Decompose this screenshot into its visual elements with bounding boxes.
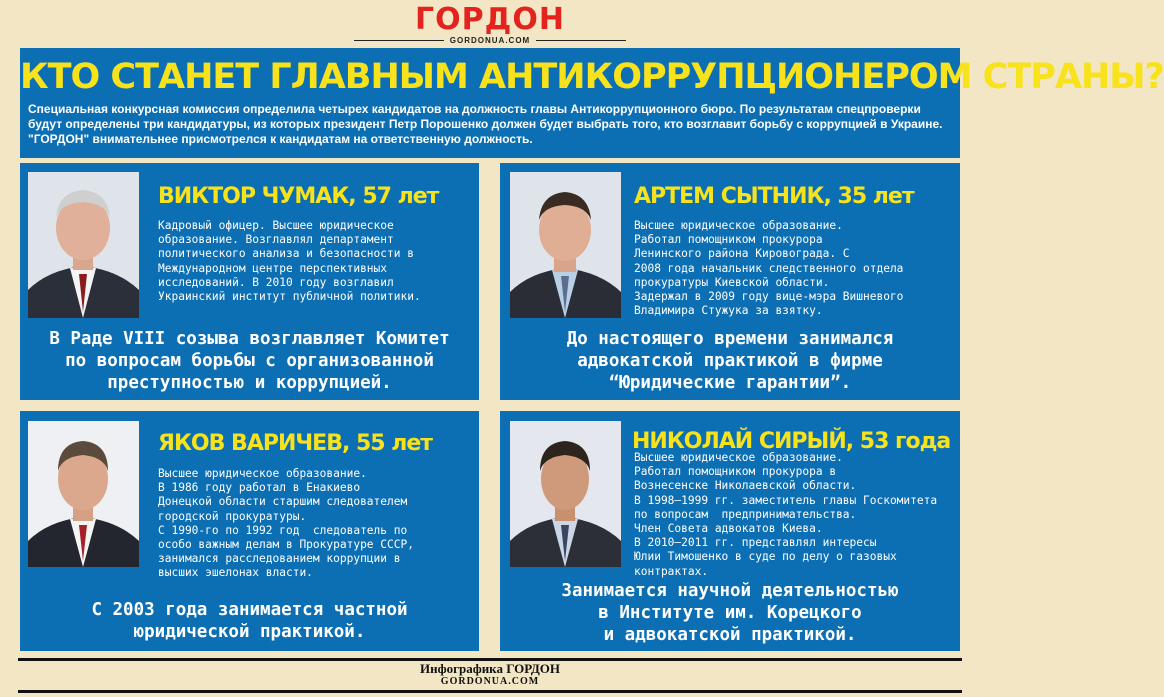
logo-divider-right <box>536 40 626 41</box>
candidate-photo-varichev <box>28 421 139 567</box>
page-title: КТО СТАНЕТ ГЛАВНЫМ АНТИКОРРУПЦИОНЕРОМ СТРАНЫ? <box>20 57 1164 97</box>
candidate-photo-siryi <box>510 421 621 567</box>
footer <box>0 661 980 687</box>
candidate-bio-varichev: Высшее юридическое образование. В 1986 году работал в Енакиево Донецкой области старшим следователем городской прокуратуры. С 1990-го по 1992 год следователь по особо важным делам в Прокуратуре СССР, занимался расследованием коррупции в высших эшелонах власти. <box>158 467 414 580</box>
candidate-card-chumak <box>20 163 479 400</box>
candidate-note-siryi: Занимается научной деятельностью в Институте им. Корецкого и адвокатской практикой. <box>561 581 899 645</box>
candidate-card-siryi <box>500 411 960 651</box>
brand-site: GORDONUA.COM <box>449 36 531 45</box>
candidate-photo-sytnik <box>510 172 621 318</box>
header-panel <box>20 48 1164 158</box>
brand-subline <box>0 36 980 45</box>
intro-text: Специальная конкурсная комиссия определила четырех кандидатов на должность главы Антикоррупционного бюро. По результатам спецпроверки будут определены три кандидатуры, из которых президент Петр Порошенко должен будет выбрать того, кто возглавит борьбу с коррупцией в Украине. "ГОРДОН" внимательнее присмотрелся к кандидатам на ответственную должность. <box>28 102 943 146</box>
candidate-card-varichev <box>20 411 479 651</box>
candidate-name-chumak: ВИКТОР ЧУМАК, 57 лет <box>158 184 439 209</box>
candidate-bio-chumak: Кадровый офицер. Высшее юридическое образование. Возглавлял департамент политического анализа и безопасности в Международном центре перспективных исследований. В 2010 году возглавил Украинский институт публичной политики. <box>158 219 421 304</box>
brand-logo <box>0 4 980 45</box>
candidate-name-varichev: ЯКОВ ВАРИЧЕВ, 55 лет <box>158 431 433 456</box>
candidate-note-varichev: С 2003 года занимается частной юридической практикой. <box>91 600 408 642</box>
candidate-card-sytnik <box>500 163 960 400</box>
candidate-note-sytnik: До настоящего времени занимался адвокатской практикой в фирме “Юридические гарантии”. <box>566 329 894 393</box>
candidate-bio-sytnik: Высшее юридическое образование. Работал помощником прокурора Ленинского района Кировограда. С 2008 года начальник следственного отдела прокуратуры Киевской области. Задержал в 2009 году вице-мэра Вишневого Владимира Стужука за взятку. <box>634 219 904 318</box>
candidate-note-chumak: В Раде VIII созыва возглавляет Комитет по вопросам борьбы с организованной преступностью и коррупцией. <box>49 329 450 393</box>
candidate-name-siryi: НИКОЛАЙ СИРЫЙ, 53 года <box>632 429 951 454</box>
candidate-name-sytnik: АРТЕМ СЫТНИК, 35 лет <box>634 184 914 209</box>
candidate-bio-siryi: Высшее юридическое образование. Работал помощником прокурора в Вознесенске Николаевской области. В 1998–1999 гг. заместитель главы Госкомитета по вопросам предпринимательства. Член Совета адвокатов Киева. В 2010–2011 гг. представлял интересы Юлии Тимошенко в суде по делу о газовых контрактах. <box>634 451 938 578</box>
logo-divider-left <box>354 40 444 41</box>
brand-name: ГОРДОН <box>415 2 565 37</box>
footer-site: GORDONUA.COM <box>440 676 540 687</box>
footer-divider-bottom <box>18 690 962 693</box>
candidate-photo-chumak <box>28 172 139 318</box>
footer-label: Инфографика ГОРДОН <box>419 661 561 676</box>
